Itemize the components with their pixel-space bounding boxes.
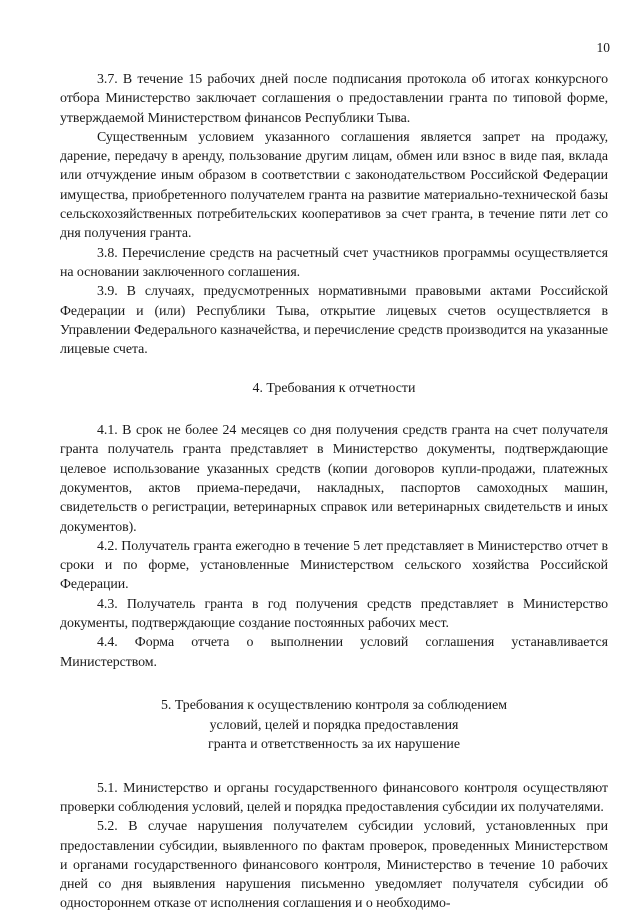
paragraph-5-1: 5.1. Министерство и органы государственного финансового контроля осуществляют проверки соблюдения условий, целей и порядка предоставления субсидии их получателями. [60,780,608,815]
section-5-heading [60,696,608,755]
paragraph-4-1: 4.1. В срок не более 24 месяцев со дня получения средств гранта на счет получателя гранта получатель гранта представляет в Министерство документы, подтверждающие целевое использование указанных средств (копии договоров купли-продажи, платежных документов, актов приема-передачи, накладных, паспортов самоходных машин, свидетельств о регистрации, ветеринарных справок или ветеринарных свидетельств и иных документов). [60,423,608,535]
section-5-heading-line-2: условий, целей и порядка предоставления [209,717,459,733]
paragraph-3-7-condition: Существенным условием указанного соглашения является запрет на продажу, дарение, передачу в аренду, пользование другим лицам, обмен или взнос в виде пая, вклада или отчуждение иным образом в соответствии с законодательством Российской Федерации имущества, приобретенного получателем гранта на развитие материально-технической базы сельскохозяйственных потребительских кооперативов за счет гранта, в течение пяти лет со дня получения гранта. [60,129,608,242]
paragraph-5-2: 5.2. В случае нарушения получателем субсидии условий, установленных при предоставлении субсидии, выявленного по фактам проверок, проведенных Министерством и органами государственного финансового контроля, Министерство в течение 10 рабочих дней со дня выявления нарушения письменно уведомляет получателя субсидии об одностороннем отказе от исполнения соглашения и о необходимо- [60,819,608,912]
section-5-heading-line-1: 5. Требования к осуществлению контроля за соблюдением [160,697,508,713]
document-body [60,70,608,914]
paragraph-4-3: 4.3. Получатель гранта в год получения средств представляет в Министерство документы, подтверждающие создание постоянных рабочих мест. [60,596,608,632]
paragraph-4-2: 4.2. Получатель гранта ежегодно в течение 5 лет представляет в Министерство отчет в сроки и по форме, установленные Министерством сельского хозяйства Российской Федерации. [60,538,608,593]
paragraph-3-7: 3.7. В течение 15 рабочих дней после подписания протокола об итогах конкурсного отбора Министерство заключает соглашения о предоставлении гранта по типовой форме, утверждаемой Министерством финансов Республики Тыва. [60,72,608,126]
paragraph-3-8: 3.8. Перечисление средств на расчетный счет участников программы осуществляется на основании заключенного соглашения. [60,245,608,280]
section-4-heading: 4. Требования к отчетности [252,381,416,397]
paragraph-3-9: 3.9. В случаях, предусмотренных нормативными правовыми актами Российской Федерации и (или) Республики Тыва, открытие лицевых счетов осуществляется в Управлении Федерального казначейства, и перечисление средств производится на указанные лицевые счета. [60,284,608,358]
page-number: 10 [596,40,610,55]
paragraph-4-4: 4.4. Форма отчета о выполнении условий соглашения устанавливается Министерством. [60,635,608,670]
section-5-heading-line-3: гранта и ответственность за их нарушение [208,737,460,753]
